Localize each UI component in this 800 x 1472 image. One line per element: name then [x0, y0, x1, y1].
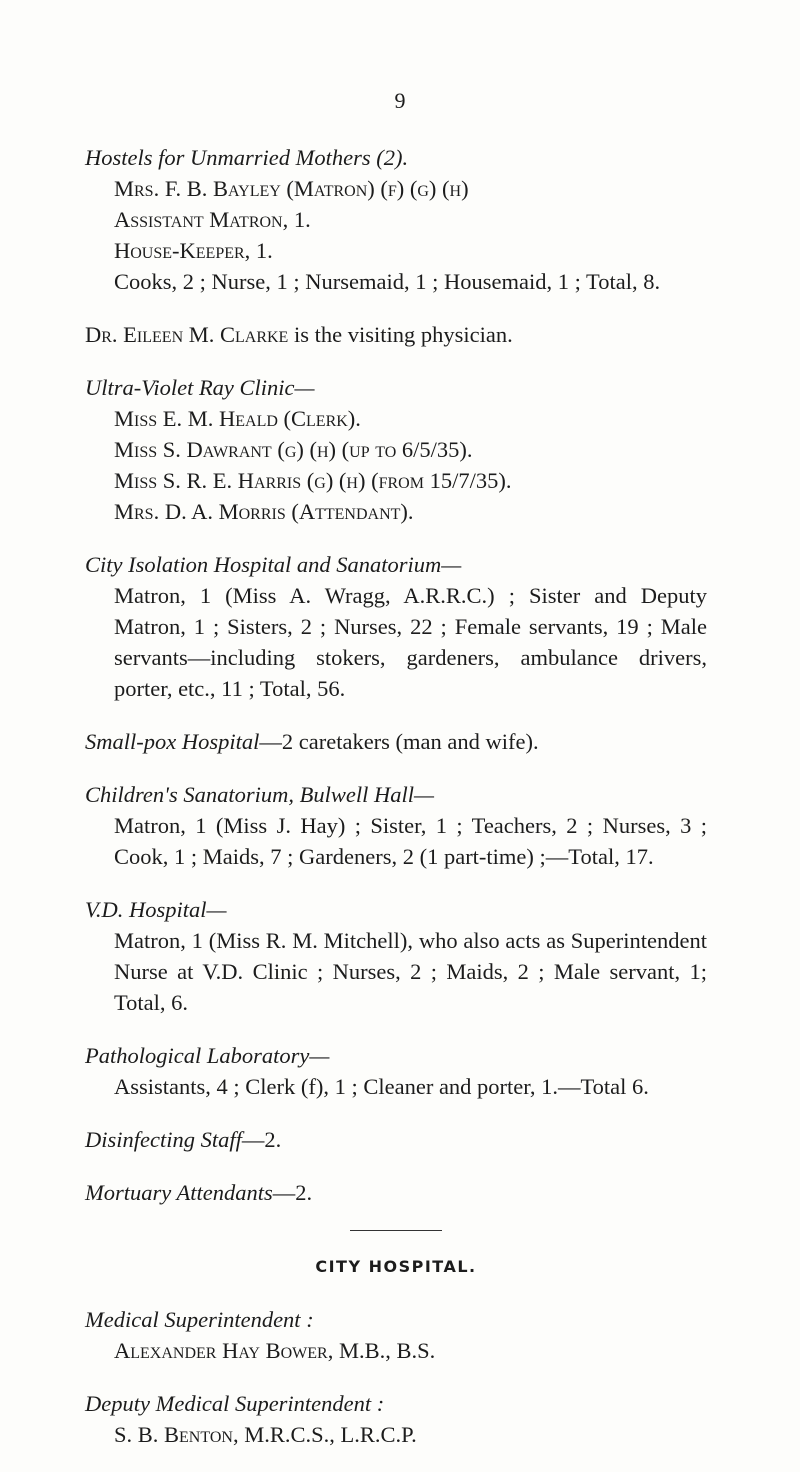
physician-text: is the visiting physician.: [288, 322, 513, 347]
smallpox-hospital-heading: Small-pox Hospital: [85, 729, 260, 754]
uv-clinic-heading: Ultra-Violet Ray Clinic—: [85, 375, 315, 400]
uv-clinic-staff-line: Miss E. M. Heald (Clerk).: [114, 406, 361, 431]
city-hospital-title: CITY HOSPITAL.: [315, 1257, 477, 1276]
isolation-hospital-section: [85, 549, 707, 704]
childrens-sanatorium-section: [85, 779, 707, 872]
pathological-laboratory-section: [85, 1040, 707, 1102]
medical-superintendent-name: Alexander Hay Bower, M.B., B.S.: [114, 1338, 436, 1363]
uv-clinic-section: [85, 372, 707, 527]
mortuary-attendants-section: [85, 1177, 707, 1208]
isolation-hospital-staff: Matron, 1 (Miss A. Wragg, A.R.R.C.) ; Sister and Deputy Matron, 1 ; Sisters, 2 ; Nurses, 22 ; Female servants, 19 ; Male servants—including stokers, gardeners, ambulance drivers, porter, etc., 11 ; Total, 56.: [114, 583, 707, 701]
document-body: [85, 142, 707, 1472]
disinfecting-staff-heading: Disinfecting Staff: [85, 1127, 242, 1152]
medical-superintendent-heading: Medical Superintendent :: [85, 1307, 314, 1332]
page-number: 9: [394, 88, 406, 113]
physician-name: Dr. Eileen M. Clarke: [85, 322, 289, 347]
deputy-superintendent-name: S. B. Benton, M.R.C.S., L.R.C.P.: [114, 1422, 417, 1447]
pathological-laboratory-heading: Pathological Laboratory—: [85, 1043, 330, 1068]
deputy-superintendent-section: [85, 1388, 707, 1450]
hostels-staff-totals-line: Cooks, 2 ; Nurse, 1 ; Nursemaid, 1 ; Housemaid, 1 ; Total, 8.: [114, 269, 661, 294]
uv-clinic-staff-line: Miss S. R. E. Harris (g) (h) (from 15/7/35).: [114, 468, 512, 493]
vd-hospital-heading: V.D. Hospital—: [85, 897, 227, 922]
isolation-hospital-heading: City Isolation Hospital and Sanatorium—: [85, 552, 462, 577]
uv-clinic-staff-line: Miss S. Dawrant (g) (h) (up to 6/5/35).: [114, 437, 473, 462]
smallpox-hospital-staff: —2 caretakers (man and wife).: [259, 729, 539, 754]
hostels-matron-line: Mrs. F. B. Bayley (Matron) (f) (g) (h): [114, 176, 469, 201]
hostels-section: [85, 142, 707, 297]
hostels-house-keeper-line: House-Keeper, 1.: [114, 238, 273, 263]
section-divider: [350, 1230, 442, 1231]
mortuary-attendants-heading: Mortuary Attendants: [85, 1180, 273, 1205]
disinfecting-staff-section: [85, 1124, 707, 1155]
childrens-sanatorium-staff: Matron, 1 (Miss J. Hay) ; Sister, 1 ; Teachers, 2 ; Nurses, 3 ; Cook, 1 ; Maids, 7 ; Gardeners, 2 (1 part-time) ;—Total, 17.: [114, 813, 707, 869]
vd-hospital-section: [85, 894, 707, 1018]
pathological-laboratory-staff: Assistants, 4 ; Clerk (f), 1 ; Cleaner and porter, 1.—Total 6.: [114, 1074, 649, 1099]
disinfecting-staff-count: —2.: [241, 1127, 282, 1152]
smallpox-hospital-section: [85, 726, 707, 757]
medical-superintendent-section: [85, 1304, 707, 1366]
hostels-heading: Hostels for Unmarried Mothers (2).: [85, 145, 409, 170]
deputy-superintendent-heading: Deputy Medical Superintendent :: [85, 1391, 385, 1416]
childrens-sanatorium-heading: Children's Sanatorium, Bulwell Hall—: [85, 782, 434, 807]
uv-clinic-staff-line: Mrs. D. A. Morris (Attendant).: [114, 499, 414, 524]
physician-section: [85, 319, 707, 350]
mortuary-attendants-count: —2.: [272, 1180, 313, 1205]
hostels-assistant-matron-line: Assistant Matron, 1.: [114, 207, 311, 232]
vd-hospital-staff: Matron, 1 (Miss R. M. Mitchell), who also acts as Superintendent Nurse at V.D. Clinic ; Nurses, 2 ; Maids, 2 ; Male servant, 1; Total, 6.: [114, 928, 707, 1015]
